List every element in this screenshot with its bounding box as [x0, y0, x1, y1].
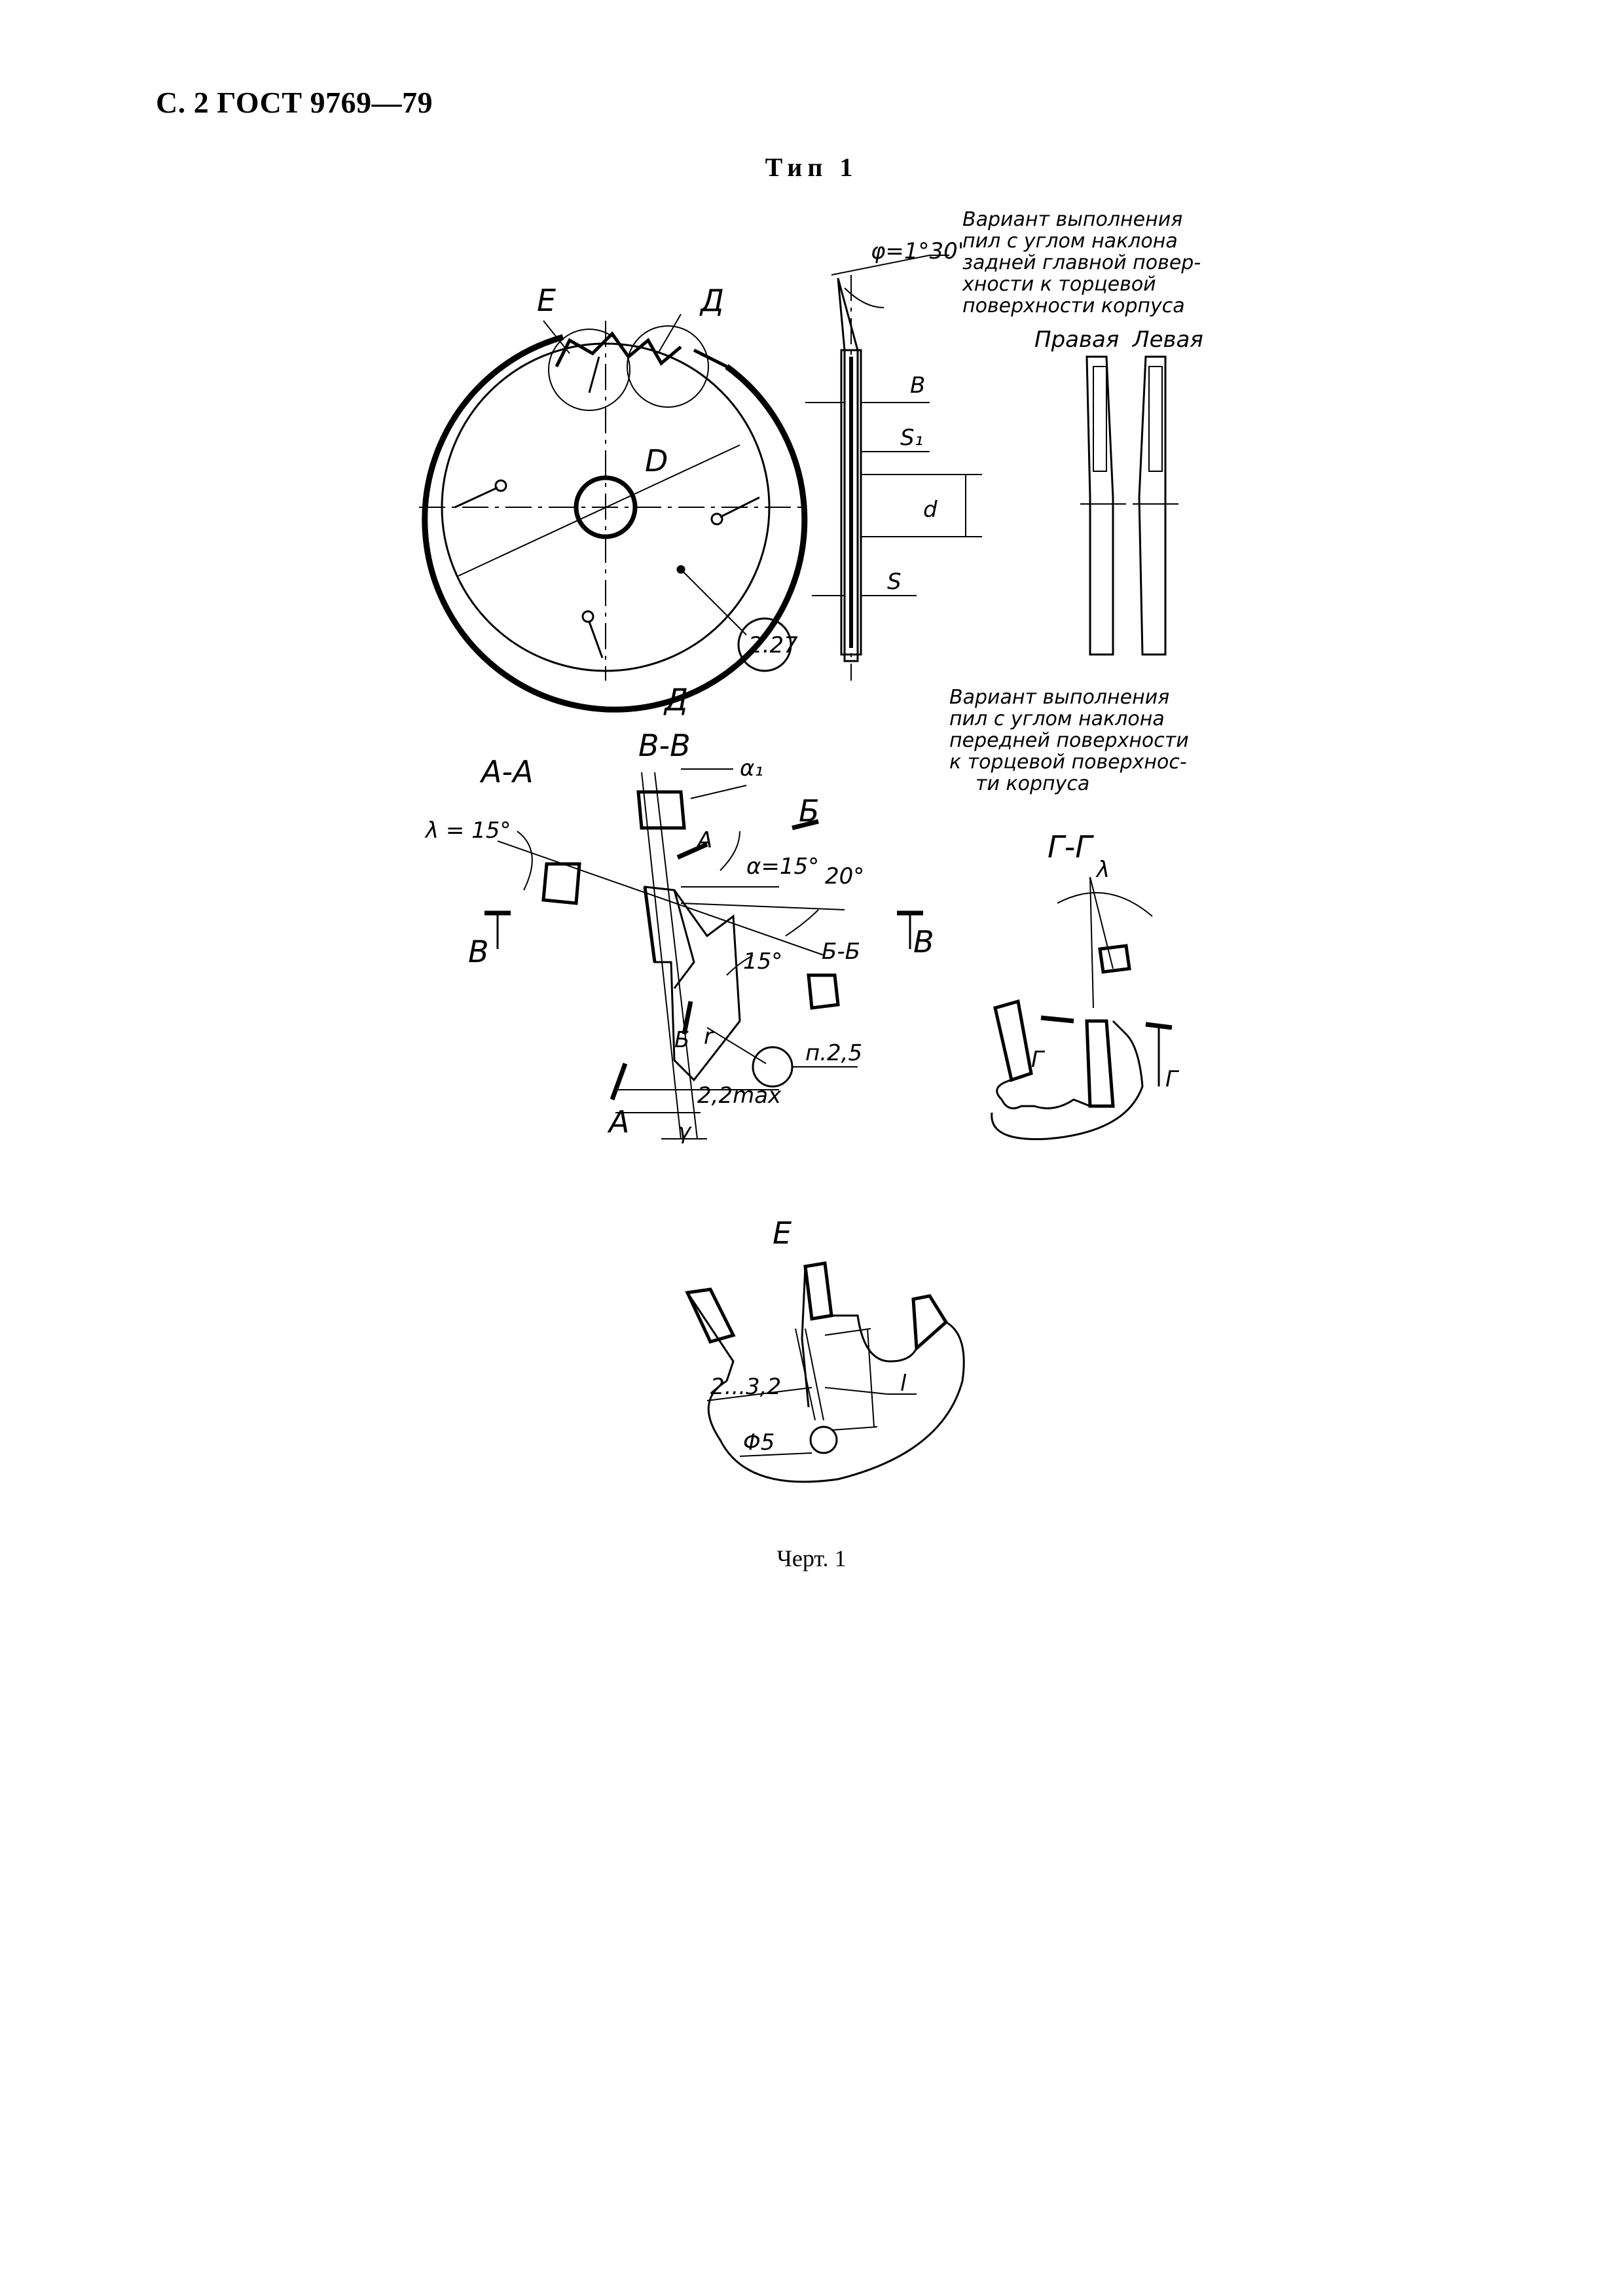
label-lambda15: λ = 15° [426, 817, 511, 844]
saw-disc-view [419, 314, 805, 709]
label-alpha1: α₁ [740, 755, 764, 781]
svg-text:Вариант выполнения: Вариант выполнения [962, 208, 1183, 231]
label-detail-d: Д [665, 682, 688, 717]
label-phi5: Φ5 [743, 1429, 775, 1456]
label-v-mark-left: В [468, 934, 489, 969]
label-l: l [900, 1371, 907, 1397]
label-r: r [704, 1024, 713, 1050]
label-right: Правая [1034, 327, 1120, 353]
label-max22: 2,2max [697, 1083, 782, 1109]
svg-text:задней главной повер-: задней главной повер- [962, 251, 1201, 274]
saw-side-profile [805, 255, 982, 681]
label-bore-d: d [923, 497, 938, 523]
figure-caption: Черт. 1 [776, 1545, 847, 1571]
label-a-mark-lower: А [609, 1104, 630, 1139]
right-left-profiles [1080, 357, 1178, 655]
page-header: С. 2 ГОСТ 9769—79 [156, 86, 433, 119]
svg-text:передней поверхности: передней поверхности [949, 729, 1189, 752]
label-deg15: 15° [743, 948, 783, 975]
svg-text:хности к торцевой: хности к торцевой [962, 273, 1156, 296]
label-bb-section: Б-Б [822, 939, 860, 965]
label-gg-section: Г-Г [1048, 829, 1092, 865]
label-g-mark-left: Г [1031, 1047, 1044, 1073]
svg-text:Вариант выполнения: Вариант выполнения [949, 686, 1170, 709]
label-v-mark-right: В [913, 924, 934, 960]
svg-text:пил с углом наклона: пил с углом наклона [949, 708, 1165, 730]
label-gamma: γ [678, 1119, 691, 1145]
label-deg20: 20° [825, 863, 865, 889]
label-view-e: Е [537, 283, 556, 318]
label-g-mark-right: Г [1165, 1066, 1178, 1092]
label-e-view: Е [773, 1215, 792, 1251]
type-title: Тип 1 [765, 152, 858, 182]
label-diameter: D [645, 443, 668, 478]
label-b: В [910, 372, 926, 399]
label-s: S [887, 569, 902, 595]
label-view-d: Д [701, 283, 724, 318]
svg-text:к торцевой поверхнос-: к торцевой поверхнос- [949, 751, 1187, 774]
svg-text:поверхности корпуса: поверхности корпуса [962, 295, 1185, 317]
label-b-mark-lower: Б [674, 1027, 690, 1053]
label-alpha15: α=15° [746, 853, 820, 880]
label-p25: п.2,5 [805, 1040, 863, 1066]
label-ref-227: 2.27 [748, 632, 798, 658]
note-rear-variant [962, 208, 1201, 317]
label-a-mark: А [697, 827, 713, 853]
svg-text:пил с углом наклона: пил с углом наклона [962, 230, 1178, 253]
note-front-variant [949, 686, 1189, 795]
section-gg-drawing [992, 877, 1172, 1139]
view-e-drawing [687, 1263, 964, 1482]
label-phi: φ=1°30' [871, 238, 964, 264]
label-b-mark: Б [799, 793, 820, 829]
label-lambda: λ [1097, 857, 1110, 883]
label-dim-23: 2...3,2 [710, 1374, 782, 1400]
label-section-aa: А-А [481, 754, 534, 789]
label-left: Левая [1133, 327, 1203, 353]
label-section-vv: В-В [638, 728, 691, 763]
label-s1: S₁ [900, 425, 924, 451]
svg-text:ти корпуса: ти корпуса [976, 772, 1090, 795]
